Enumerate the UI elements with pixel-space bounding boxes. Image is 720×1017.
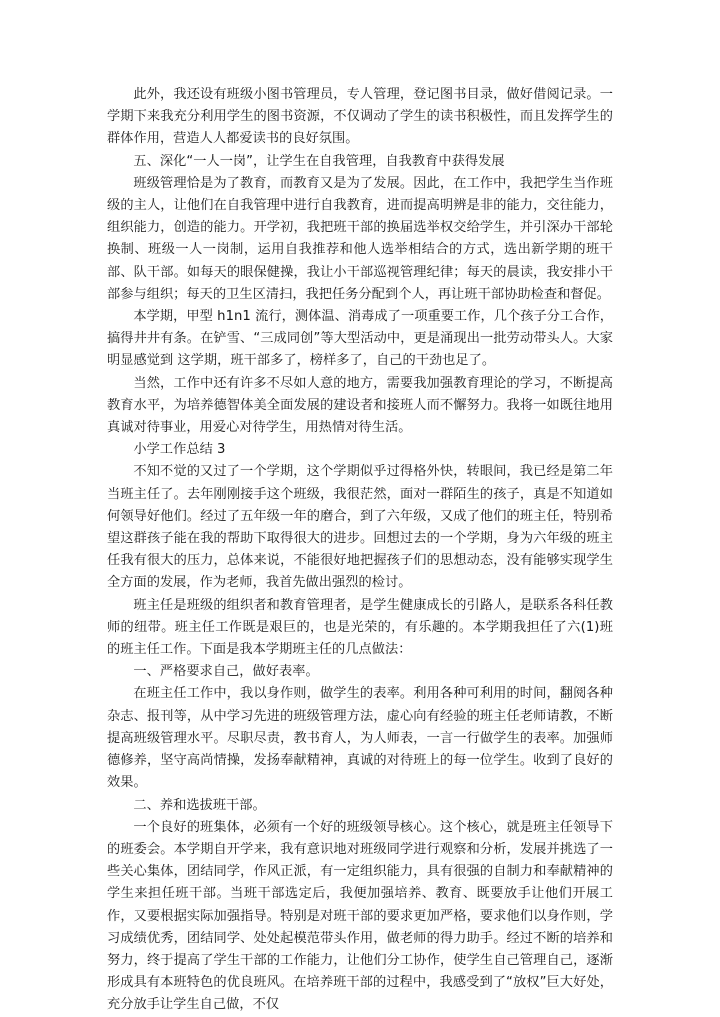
document-body <box>107 84 613 1017</box>
paragraph-class-management: 班级管理恰是为了教育，而教育又是为了发展。因此，在工作中，我把学生当作班级的主人，让他们在自我管理中进行自我教育，进而提高明辨是非的能力，交往能力，组织能力，创造的能力。开学初，我把班干部的换届选举权交给学生，并引深办干部轮换制、班级一人一岗制，运用自我推荐和他人选举相结合的方式，选出新学期的班干部、队干部。如每天的眼保健操，我让小干部巡视管理纪律；每天的晨读，我安排小干部参与组织；每天的卫生区清扫，我把任务分配到个人，再让班干部协助检查和督促。 <box>107 175 613 302</box>
section-heading-one: 一、严格要求自己，做好表率。 <box>133 664 319 680</box>
section-title-summary-3: 小学工作总结 3 <box>133 442 226 458</box>
section-heading-two: 二、养和选拔班干部。 <box>133 797 266 813</box>
paragraph-h1n1: 本学期，甲型 h1n1 流行，测体温、消毒成了一项重要工作，几个孩子分工合作，搞得井井有条。在铲雪、“三成同创”等大型活动中，更是涌现出一批劳动带头人。大家明显感觉到 这学期，班干部多了，榜样多了，自己的干劲也足了。 <box>107 309 613 369</box>
paragraph-shortcomings: 当然，工作中还有许多不尽如人意的地方，需要我加强教育理论的学习，不断提高教育水平，为培养德智体美全面发展的建设者和接班人而不懈努力。我将一如既往地用真诚对待事业，用爱心对待学生，用热情对待生活。 <box>107 375 613 436</box>
section-heading-five: 五、深化“一人一岗”，让学生在自我管理，自我教育中获得发展 <box>133 153 505 169</box>
paragraph-class-cadres: 一个良好的班集体，必须有一个好的班级领导核心。这个核心，就是班主任领导下的班委会。本学期自开学来，我有意识地对班级同学进行观察和分析，发展并挑选了一些关心集体，团结同学，作风正派，有一定组织能力，具有很强的自制力和奉献精神的学生来担任班干部。当班干部选定后，我便加强培养、教育、既要放手让他们开展工作，又要根据实际加强指导。特别是对班干部的要求更加严格，要求他们以身作则，学习成绩优秀，团结同学、处处起模范带头作用，做老师的得力助手。经过不断的培养和努力，终于提高了学生干部的工作能力，让他们分工协作，使学生自己管理自己，逐渐形成具有本班特色的优良班风。在培养班干部的过程中，我感受到了“放权”巨大好处，充分放手让学生自己做，不仅 <box>107 819 613 1013</box>
paragraph-semester-review: 不知不觉的又过了一个学期，这个学期似乎过得格外快，转眼间，我已经是第二年当班主任了。去年刚刚接手这个班级，我很茫然，面对一群陌生的孩子，真是不知道如何领导好他们。经过了五年级一年的磨合，到了六年级，又成了他们的班主任，特别希望这群孩子能在我的帮助下取得很大的进步。回想过去的一个学期，身为六年级的班主任我有很大的压力，总体来说，不能很好地把握孩子们的思想动态，没有能够实现学生全方面的发展，作为老师，我首先做出强烈的检讨。 <box>107 464 613 591</box>
paragraph-head-teacher-role: 班主任是班级的组织者和教育管理者，是学生健康成长的引路人，是联系各科任教师的纽带。班主任工作既是艰巨的，也是光荣的，有乐趣的。本学期我担任了六(1)班的班主任工作。下面是我本学期班主任的几点做法： <box>107 597 613 658</box>
paragraph-library-manager: 此外，我还设有班级小图书管理员，专人管理，登记图书目录，做好借阅记录。一学期下来我充分利用学生的图书资源，不仅调动了学生的读书积极性，而且发挥学生的群体作用，营造人人都爱读书的良好氛围。 <box>107 87 613 147</box>
paragraph-role-model: 在班主任工作中，我以身作则，做学生的表率。利用各种可利用的时间，翻阅各种杂志、报刊等，从中学习先进的班级管理方法，虚心向有经验的班主任老师请教，不断提高班级管理水平。尽职尽责，教书育人，为人师表，一言一行做学生的表率。加强师德修养，坚守高尚情操，发扬奉献精神，真诚的对待班上的每一位学生。收到了良好的效果。 <box>107 686 613 791</box>
